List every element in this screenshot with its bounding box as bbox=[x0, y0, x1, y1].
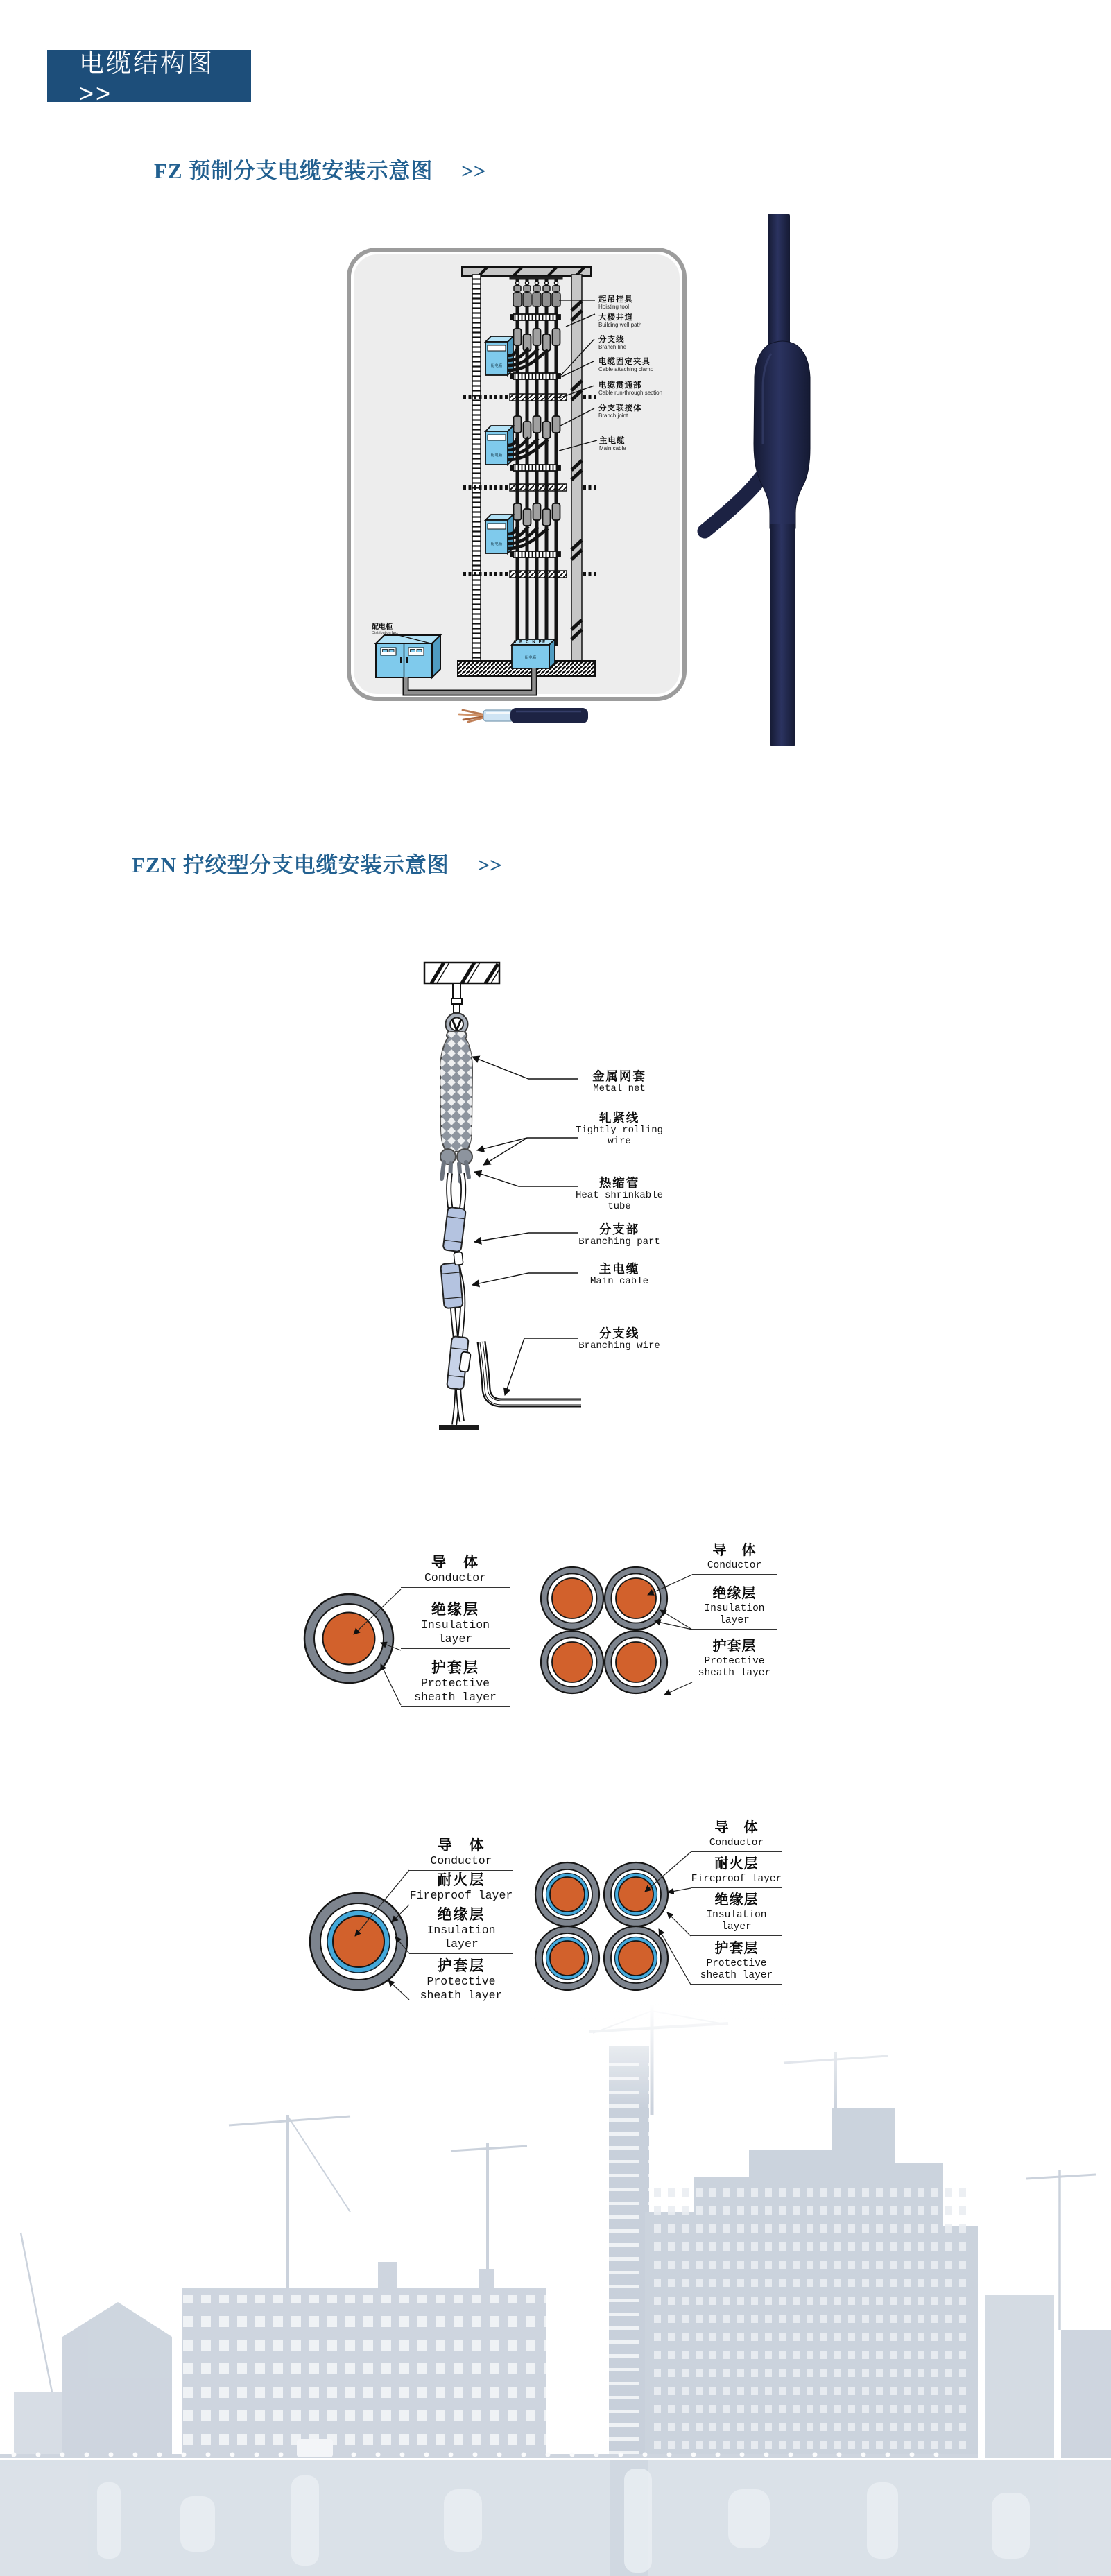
label-en: Conductor bbox=[707, 1560, 762, 1571]
label-zh: 热缩管 bbox=[598, 1176, 640, 1190]
label-en: Cable run-through section bbox=[598, 389, 663, 396]
cs-c-label-fireproof bbox=[409, 1872, 513, 1905]
bottom-box-label: 配电箱 bbox=[524, 656, 537, 660]
metal-net-sleeve bbox=[440, 1032, 472, 1182]
cs-a-label-conductor bbox=[401, 1555, 510, 1588]
fz-heading-text: FZ 预制分支电缆安装示意图 bbox=[154, 159, 433, 183]
label-zh: 绝缘层 bbox=[714, 1892, 759, 1908]
fzn-heading-text: FZN 拧绞型分支电缆安装示意图 bbox=[132, 853, 449, 877]
cs-d-label-insulation bbox=[691, 1890, 782, 1936]
label-zh: 起吊挂具 bbox=[598, 295, 633, 304]
fz-label-hoisting-tool bbox=[598, 295, 633, 310]
label-en: Fireproof layer bbox=[409, 1889, 513, 1902]
label-en: Tightly rolling wire bbox=[575, 1125, 664, 1148]
label-en: Branch line bbox=[598, 343, 627, 350]
quad-cores bbox=[541, 1567, 667, 1693]
label-zh: 轧紧线 bbox=[598, 1111, 640, 1125]
badge-label: 电缆结构图 >> bbox=[79, 49, 215, 107]
label-en: Protective sheath layer bbox=[700, 1958, 773, 1981]
quad-fire-cores bbox=[535, 1862, 668, 1990]
label-en: Conductor bbox=[709, 1838, 764, 1849]
label-en: Protective sheath layer bbox=[698, 1656, 771, 1679]
label-zh: 导 体 bbox=[431, 1555, 479, 1571]
cs-a-label-sheath bbox=[401, 1660, 510, 1707]
label-zh: 主电缆 bbox=[599, 437, 626, 445]
label-zh: 耐火层 bbox=[714, 1856, 759, 1872]
cs-b-label-sheath bbox=[692, 1636, 777, 1682]
label-en: Metal net bbox=[593, 1083, 646, 1095]
label-zh: 大楼井道 bbox=[598, 313, 633, 322]
branch-cable-photo bbox=[690, 208, 839, 752]
fz-label-cable-attaching-clamp bbox=[598, 358, 653, 372]
cs-c-label-sheath bbox=[409, 1958, 513, 2005]
conductor-core bbox=[333, 1916, 384, 1967]
cs-c-label-insulation bbox=[409, 1907, 513, 1954]
label-zh: 护套层 bbox=[437, 1958, 485, 1974]
label-en: Insulation layer bbox=[706, 1910, 767, 1933]
label-zh: 绝缘层 bbox=[437, 1907, 485, 1923]
label-zh: 分支线 bbox=[598, 336, 625, 344]
fz-label-branch-line bbox=[598, 336, 626, 350]
fz-heading bbox=[154, 153, 485, 184]
label-zh: 耐火层 bbox=[437, 1872, 485, 1888]
distribution-cabinet bbox=[376, 635, 440, 677]
fzn-heading bbox=[132, 847, 502, 879]
fz-label-distribution-cabinet bbox=[372, 624, 398, 635]
cityscape-watermark bbox=[0, 2004, 1111, 2576]
branching-wire-run bbox=[480, 1342, 581, 1405]
label-zh: 配电柜 bbox=[372, 623, 393, 631]
label-en: Insulation layer bbox=[427, 1924, 496, 1951]
label-zh: 电缆固定夹具 bbox=[598, 358, 651, 366]
phase-letters: A B C N PE bbox=[513, 640, 546, 645]
fz-label-building-well-path bbox=[598, 313, 641, 328]
label-zh: 分支联接体 bbox=[598, 404, 642, 413]
branch-cable-arm bbox=[705, 477, 761, 531]
cs-b-label-conductor bbox=[692, 1541, 777, 1575]
label-en: Branching part bbox=[578, 1236, 660, 1248]
floor-box-label: 配电箱 bbox=[490, 364, 503, 368]
fzn-label-heat-shrinkable-tube bbox=[567, 1176, 671, 1212]
label-en: Branch joint bbox=[598, 412, 628, 419]
label-en: Main cable bbox=[589, 1276, 648, 1288]
label-zh: 护套层 bbox=[712, 1639, 757, 1654]
label-zh: 金属网套 bbox=[592, 1069, 646, 1083]
label-zh: 主电缆 bbox=[598, 1262, 640, 1276]
cs-d-label-conductor bbox=[691, 1818, 782, 1852]
label-en: Distribution box bbox=[372, 630, 398, 635]
label-en: Building well path bbox=[598, 321, 642, 328]
label-zh: 分支部 bbox=[598, 1222, 640, 1236]
label-en: Protective sheath layer bbox=[414, 1677, 497, 1704]
fz-label-branch-joint bbox=[598, 404, 642, 419]
cs-c-label-conductor bbox=[409, 1838, 513, 1871]
conductor-core bbox=[323, 1613, 375, 1665]
label-en: Cable attaching clamp bbox=[598, 365, 654, 372]
label-en: Hoisting tool bbox=[598, 303, 630, 310]
fzn-label-branching-wire bbox=[567, 1326, 671, 1351]
label-zh: 导 体 bbox=[437, 1838, 485, 1853]
label-en: Conductor bbox=[424, 1571, 487, 1584]
stand-base bbox=[439, 1425, 479, 1430]
label-zh: 导 体 bbox=[712, 1543, 757, 1558]
label-en: Fireproof layer bbox=[691, 1874, 782, 1885]
label-zh: 护套层 bbox=[714, 1941, 759, 1956]
label-en: Insulation layer bbox=[704, 1603, 765, 1626]
floor-box-label: 配电箱 bbox=[490, 453, 503, 458]
section-badge bbox=[47, 49, 251, 107]
bottom-junction-box bbox=[512, 639, 555, 668]
label-zh: 分支线 bbox=[598, 1326, 640, 1340]
fzn-heading-chevrons: >> bbox=[477, 853, 502, 877]
fzn-label-tightly-rolling-wire bbox=[567, 1111, 671, 1147]
cs-d-label-sheath bbox=[691, 1939, 782, 1985]
fz-label-cable-run-through bbox=[598, 381, 662, 396]
label-en: Protective sheath layer bbox=[420, 1975, 503, 2002]
label-en: Insulation layer bbox=[420, 1618, 490, 1645]
cs-a-label-insulation bbox=[401, 1602, 510, 1649]
branch-joints bbox=[440, 1207, 471, 1390]
label-en: Branching wire bbox=[578, 1340, 660, 1352]
label-en: Heat shrinkable tube bbox=[575, 1190, 664, 1213]
cs-d-label-fireproof bbox=[691, 1854, 782, 1888]
fzn-label-branching-part bbox=[567, 1222, 671, 1247]
floor-box-label: 配电箱 bbox=[490, 542, 503, 546]
label-zh: 电缆贯通部 bbox=[598, 381, 642, 390]
fz-label-main-cable bbox=[599, 437, 626, 451]
label-zh: 护套层 bbox=[431, 1660, 479, 1676]
fzn-label-main-cable bbox=[567, 1262, 671, 1287]
fz-heading-chevrons: >> bbox=[461, 159, 486, 183]
label-en: Main cable bbox=[599, 444, 626, 451]
branch-cable-end-photo bbox=[451, 702, 596, 728]
label-zh: 绝缘层 bbox=[431, 1602, 479, 1618]
fzn-label-metal-net bbox=[567, 1069, 671, 1094]
label-zh: 导 体 bbox=[714, 1820, 759, 1835]
label-en: Conductor bbox=[430, 1854, 492, 1867]
cs-b-label-insulation bbox=[692, 1584, 777, 1630]
label-zh: 绝缘层 bbox=[712, 1586, 757, 1601]
